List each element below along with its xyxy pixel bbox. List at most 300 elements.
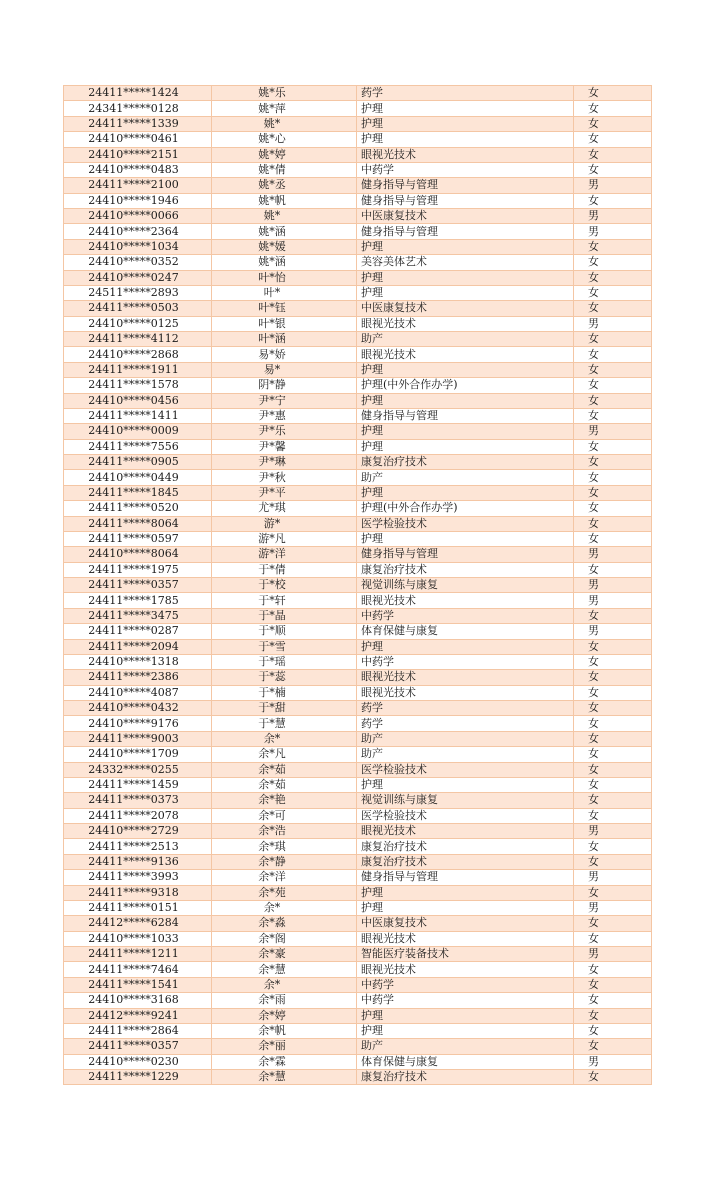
gender-cell: 女 (574, 147, 652, 162)
student-name-cell: 于*晶 (212, 608, 357, 623)
gender-cell: 女 (574, 731, 652, 746)
table-row (64, 962, 652, 977)
major-cell: 护理 (357, 777, 574, 792)
table-row (64, 793, 652, 808)
table-row (64, 839, 652, 854)
gender-cell: 女 (574, 716, 652, 731)
gender-cell: 男 (574, 547, 652, 562)
student-name-cell: 余*豪 (212, 947, 357, 962)
student-id-cell: 24411*****2513 (64, 839, 212, 854)
student-list-sheet (63, 85, 651, 1085)
gender-cell: 女 (574, 86, 652, 101)
table-row (64, 731, 652, 746)
student-id-cell: 24410*****0247 (64, 270, 212, 285)
gender-cell: 女 (574, 670, 652, 685)
student-id-cell: 24411*****1339 (64, 116, 212, 131)
major-cell: 助产 (357, 1039, 574, 1054)
gender-cell: 女 (574, 762, 652, 777)
student-name-cell: 余*可 (212, 808, 357, 823)
table-row (64, 947, 652, 962)
student-id-cell: 24411*****1785 (64, 593, 212, 608)
gender-cell: 女 (574, 255, 652, 270)
table-row (64, 547, 652, 562)
gender-cell: 女 (574, 239, 652, 254)
student-name-cell: 姚*帆 (212, 193, 357, 208)
table-row (64, 993, 652, 1008)
table-row (64, 424, 652, 439)
student-name-cell: 余*霖 (212, 1054, 357, 1069)
table-row (64, 193, 652, 208)
student-id-cell: 24411*****7556 (64, 439, 212, 454)
gender-cell: 女 (574, 1008, 652, 1023)
student-id-cell: 24410*****0456 (64, 393, 212, 408)
major-cell: 美容美体艺术 (357, 255, 574, 270)
table-row (64, 178, 652, 193)
major-cell: 中药学 (357, 654, 574, 669)
major-cell: 护理(中外合作办学) (357, 501, 574, 516)
student-name-cell: 于*顺 (212, 624, 357, 639)
table-row (64, 916, 652, 931)
student-id-cell: 24410*****0009 (64, 424, 212, 439)
gender-cell: 女 (574, 608, 652, 623)
gender-cell: 女 (574, 101, 652, 116)
major-cell: 康复治疗技术 (357, 854, 574, 869)
student-name-cell: 余* (212, 977, 357, 992)
major-cell: 助产 (357, 332, 574, 347)
table-row (64, 931, 652, 946)
table-row (64, 1023, 652, 1038)
table-row (64, 824, 652, 839)
table-row (64, 255, 652, 270)
student-id-cell: 24410*****1033 (64, 931, 212, 946)
table-row (64, 624, 652, 639)
gender-cell: 女 (574, 485, 652, 500)
student-name-cell: 余*帆 (212, 1023, 357, 1038)
table-row (64, 224, 652, 239)
student-name-cell: 叶* (212, 285, 357, 300)
table-row (64, 762, 652, 777)
student-name-cell: 易* (212, 362, 357, 377)
gender-cell: 女 (574, 301, 652, 316)
major-cell: 护理 (357, 531, 574, 546)
gender-cell: 男 (574, 578, 652, 593)
student-id-cell: 24411*****9003 (64, 731, 212, 746)
major-cell: 中药学 (357, 977, 574, 992)
gender-cell: 女 (574, 654, 652, 669)
student-name-cell: 余*艳 (212, 793, 357, 808)
student-id-cell: 24411*****4112 (64, 332, 212, 347)
gender-cell: 女 (574, 1023, 652, 1038)
student-table (63, 85, 652, 1085)
table-row (64, 86, 652, 101)
major-cell: 医学检验技术 (357, 516, 574, 531)
student-table-body (64, 86, 652, 1085)
major-cell: 中医康复技术 (357, 209, 574, 224)
gender-cell: 女 (574, 977, 652, 992)
major-cell: 眼视光技术 (357, 931, 574, 946)
student-name-cell: 尹*乐 (212, 424, 357, 439)
student-id-cell: 24411*****0597 (64, 531, 212, 546)
student-id-cell: 24411*****3475 (64, 608, 212, 623)
student-name-cell: 姚* (212, 209, 357, 224)
student-name-cell: 余*婷 (212, 1008, 357, 1023)
major-cell: 医学检验技术 (357, 762, 574, 777)
student-id-cell: 24411*****3993 (64, 870, 212, 885)
major-cell: 助产 (357, 470, 574, 485)
student-name-cell: 尹*秋 (212, 470, 357, 485)
student-name-cell: 余*凡 (212, 747, 357, 762)
table-row (64, 1008, 652, 1023)
gender-cell: 男 (574, 870, 652, 885)
student-name-cell: 余*茹 (212, 762, 357, 777)
table-row (64, 808, 652, 823)
student-name-cell: 余*丽 (212, 1039, 357, 1054)
gender-cell: 女 (574, 962, 652, 977)
gender-cell: 女 (574, 362, 652, 377)
table-row (64, 147, 652, 162)
student-id-cell: 24411*****0905 (64, 455, 212, 470)
major-cell: 视觉训练与康复 (357, 793, 574, 808)
student-name-cell: 尹*馨 (212, 439, 357, 454)
major-cell: 健身指导与管理 (357, 224, 574, 239)
table-row (64, 239, 652, 254)
table-row (64, 578, 652, 593)
student-name-cell: 于*慧 (212, 716, 357, 731)
student-id-cell: 24411*****7464 (64, 962, 212, 977)
major-cell: 中药学 (357, 608, 574, 623)
student-id-cell: 24511*****2893 (64, 285, 212, 300)
major-cell: 护理 (357, 1008, 574, 1023)
table-row (64, 593, 652, 608)
gender-cell: 女 (574, 854, 652, 869)
table-row (64, 270, 652, 285)
student-id-cell: 24411*****2094 (64, 639, 212, 654)
gender-cell: 女 (574, 993, 652, 1008)
student-id-cell: 24410*****8064 (64, 547, 212, 562)
student-id-cell: 24332*****0255 (64, 762, 212, 777)
student-id-cell: 24410*****0230 (64, 1054, 212, 1069)
student-id-cell: 24411*****1911 (64, 362, 212, 377)
major-cell: 眼视光技术 (357, 670, 574, 685)
student-name-cell: 易*娇 (212, 347, 357, 362)
major-cell: 护理 (357, 900, 574, 915)
gender-cell: 男 (574, 224, 652, 239)
student-name-cell: 叶*涵 (212, 332, 357, 347)
student-name-cell: 姚*涵 (212, 255, 357, 270)
gender-cell: 女 (574, 1039, 652, 1054)
gender-cell: 女 (574, 1070, 652, 1085)
table-row (64, 531, 652, 546)
gender-cell: 女 (574, 347, 652, 362)
table-row (64, 332, 652, 347)
gender-cell: 女 (574, 132, 652, 147)
student-id-cell: 24411*****2386 (64, 670, 212, 685)
student-name-cell: 姚*萍 (212, 101, 357, 116)
gender-cell: 女 (574, 378, 652, 393)
student-name-cell: 尹*琳 (212, 455, 357, 470)
student-name-cell: 于*甜 (212, 701, 357, 716)
major-cell: 康复治疗技术 (357, 1070, 574, 1085)
gender-cell: 男 (574, 593, 652, 608)
major-cell: 中医康复技术 (357, 301, 574, 316)
student-name-cell: 余*苑 (212, 885, 357, 900)
major-cell: 视觉训练与康复 (357, 578, 574, 593)
student-name-cell: 姚*媛 (212, 239, 357, 254)
major-cell: 眼视光技术 (357, 962, 574, 977)
table-row (64, 562, 652, 577)
student-id-cell: 24411*****0357 (64, 1039, 212, 1054)
student-name-cell: 姚*心 (212, 132, 357, 147)
student-name-cell: 余*慧 (212, 962, 357, 977)
student-name-cell: 姚*丞 (212, 178, 357, 193)
major-cell: 护理 (357, 362, 574, 377)
major-cell: 药学 (357, 701, 574, 716)
major-cell: 健身指导与管理 (357, 870, 574, 885)
major-cell: 眼视光技术 (357, 685, 574, 700)
student-id-cell: 24341*****0128 (64, 101, 212, 116)
student-id-cell: 24410*****2868 (64, 347, 212, 362)
table-row (64, 455, 652, 470)
table-row (64, 470, 652, 485)
table-row (64, 393, 652, 408)
gender-cell: 女 (574, 639, 652, 654)
major-cell: 健身指导与管理 (357, 408, 574, 423)
student-id-cell: 24412*****6284 (64, 916, 212, 931)
gender-cell: 女 (574, 470, 652, 485)
gender-cell: 女 (574, 270, 652, 285)
table-row (64, 132, 652, 147)
student-name-cell: 于*倩 (212, 562, 357, 577)
gender-cell: 女 (574, 916, 652, 931)
student-name-cell: 叶*钰 (212, 301, 357, 316)
major-cell: 眼视光技术 (357, 316, 574, 331)
student-name-cell: 尹*宁 (212, 393, 357, 408)
student-id-cell: 24411*****8064 (64, 516, 212, 531)
major-cell: 健身指导与管理 (357, 193, 574, 208)
gender-cell: 女 (574, 393, 652, 408)
major-cell: 护理 (357, 270, 574, 285)
gender-cell: 女 (574, 162, 652, 177)
student-id-cell: 24410*****1318 (64, 654, 212, 669)
gender-cell: 女 (574, 701, 652, 716)
student-id-cell: 24411*****0503 (64, 301, 212, 316)
table-row (64, 408, 652, 423)
student-id-cell: 24412*****9241 (64, 1008, 212, 1023)
student-name-cell: 余*阁 (212, 931, 357, 946)
student-name-cell: 余*琪 (212, 839, 357, 854)
gender-cell: 女 (574, 931, 652, 946)
major-cell: 护理 (357, 101, 574, 116)
student-id-cell: 24410*****0432 (64, 701, 212, 716)
student-id-cell: 24411*****1975 (64, 562, 212, 577)
gender-cell: 男 (574, 947, 652, 962)
major-cell: 智能医疗装备技术 (357, 947, 574, 962)
table-row (64, 977, 652, 992)
major-cell: 健身指导与管理 (357, 547, 574, 562)
student-name-cell: 游* (212, 516, 357, 531)
gender-cell: 女 (574, 501, 652, 516)
table-row (64, 101, 652, 116)
student-name-cell: 余* (212, 731, 357, 746)
student-id-cell: 24411*****1541 (64, 977, 212, 992)
major-cell: 眼视光技术 (357, 347, 574, 362)
table-row (64, 209, 652, 224)
student-id-cell: 24410*****0066 (64, 209, 212, 224)
gender-cell: 男 (574, 316, 652, 331)
gender-cell: 女 (574, 193, 652, 208)
gender-cell: 女 (574, 562, 652, 577)
student-id-cell: 24410*****3168 (64, 993, 212, 1008)
table-row (64, 670, 652, 685)
table-row (64, 301, 652, 316)
major-cell: 护理 (357, 639, 574, 654)
student-name-cell: 游*洋 (212, 547, 357, 562)
student-id-cell: 24410*****0352 (64, 255, 212, 270)
student-name-cell: 尤*琪 (212, 501, 357, 516)
student-name-cell: 于*雪 (212, 639, 357, 654)
student-id-cell: 24410*****4087 (64, 685, 212, 700)
gender-cell: 男 (574, 209, 652, 224)
table-row (64, 162, 652, 177)
student-name-cell: 姚*婷 (212, 147, 357, 162)
student-id-cell: 24411*****1229 (64, 1070, 212, 1085)
student-name-cell: 于*楠 (212, 685, 357, 700)
major-cell: 康复治疗技术 (357, 839, 574, 854)
student-id-cell: 24411*****2100 (64, 178, 212, 193)
student-name-cell: 余*雨 (212, 993, 357, 1008)
gender-cell: 男 (574, 1054, 652, 1069)
table-row (64, 608, 652, 623)
student-id-cell: 24410*****0449 (64, 470, 212, 485)
major-cell: 护理 (357, 116, 574, 131)
gender-cell: 女 (574, 116, 652, 131)
major-cell: 护理 (357, 393, 574, 408)
student-id-cell: 24411*****2078 (64, 808, 212, 823)
gender-cell: 女 (574, 516, 652, 531)
student-id-cell: 24411*****1211 (64, 947, 212, 962)
gender-cell: 女 (574, 685, 652, 700)
student-name-cell: 叶*银 (212, 316, 357, 331)
gender-cell: 女 (574, 531, 652, 546)
table-row (64, 701, 652, 716)
student-id-cell: 24410*****9176 (64, 716, 212, 731)
major-cell: 中药学 (357, 162, 574, 177)
student-id-cell: 24411*****1459 (64, 777, 212, 792)
major-cell: 护理 (357, 1023, 574, 1038)
major-cell: 中药学 (357, 993, 574, 1008)
major-cell: 健身指导与管理 (357, 178, 574, 193)
gender-cell: 男 (574, 624, 652, 639)
student-name-cell: 余*慧 (212, 1070, 357, 1085)
gender-cell: 女 (574, 839, 652, 854)
student-name-cell: 姚*倩 (212, 162, 357, 177)
gender-cell: 女 (574, 885, 652, 900)
table-row (64, 501, 652, 516)
major-cell: 康复治疗技术 (357, 455, 574, 470)
student-name-cell: 姚*涵 (212, 224, 357, 239)
student-id-cell: 24411*****1578 (64, 378, 212, 393)
table-row (64, 900, 652, 915)
student-id-cell: 24411*****1845 (64, 485, 212, 500)
major-cell: 护理 (357, 285, 574, 300)
student-id-cell: 24411*****1424 (64, 86, 212, 101)
table-row (64, 639, 652, 654)
student-id-cell: 24410*****0125 (64, 316, 212, 331)
student-id-cell: 24410*****0483 (64, 162, 212, 177)
student-name-cell: 余*静 (212, 854, 357, 869)
table-row (64, 1054, 652, 1069)
student-name-cell: 于*瑶 (212, 654, 357, 669)
table-row (64, 777, 652, 792)
table-row (64, 685, 652, 700)
student-id-cell: 24411*****0520 (64, 501, 212, 516)
gender-cell: 女 (574, 439, 652, 454)
gender-cell: 男 (574, 900, 652, 915)
major-cell: 护理 (357, 439, 574, 454)
gender-cell: 女 (574, 808, 652, 823)
table-row (64, 716, 652, 731)
table-row (64, 870, 652, 885)
student-name-cell: 游*凡 (212, 531, 357, 546)
gender-cell: 女 (574, 285, 652, 300)
table-row (64, 485, 652, 500)
student-id-cell: 24411*****2864 (64, 1023, 212, 1038)
table-row (64, 362, 652, 377)
major-cell: 眼视光技术 (357, 147, 574, 162)
student-id-cell: 24410*****0461 (64, 132, 212, 147)
major-cell: 药学 (357, 716, 574, 731)
student-id-cell: 24411*****0151 (64, 900, 212, 915)
student-id-cell: 24410*****1034 (64, 239, 212, 254)
major-cell: 助产 (357, 731, 574, 746)
table-row (64, 885, 652, 900)
major-cell: 体育保健与康复 (357, 624, 574, 639)
major-cell: 护理 (357, 239, 574, 254)
table-row (64, 747, 652, 762)
table-row (64, 316, 652, 331)
student-id-cell: 24411*****9136 (64, 854, 212, 869)
major-cell: 康复治疗技术 (357, 562, 574, 577)
student-name-cell: 姚*乐 (212, 86, 357, 101)
major-cell: 护理 (357, 885, 574, 900)
major-cell: 助产 (357, 747, 574, 762)
student-name-cell: 余*茹 (212, 777, 357, 792)
gender-cell: 女 (574, 408, 652, 423)
student-id-cell: 24411*****0373 (64, 793, 212, 808)
student-name-cell: 尹*平 (212, 485, 357, 500)
table-row (64, 1039, 652, 1054)
gender-cell: 男 (574, 178, 652, 193)
table-row (64, 116, 652, 131)
student-id-cell: 24410*****1946 (64, 193, 212, 208)
major-cell: 护理(中外合作办学) (357, 378, 574, 393)
table-row (64, 654, 652, 669)
table-row (64, 285, 652, 300)
student-id-cell: 24411*****0287 (64, 624, 212, 639)
gender-cell: 女 (574, 332, 652, 347)
table-row (64, 347, 652, 362)
table-row (64, 439, 652, 454)
major-cell: 眼视光技术 (357, 824, 574, 839)
student-name-cell: 于*蕊 (212, 670, 357, 685)
major-cell: 护理 (357, 485, 574, 500)
major-cell: 眼视光技术 (357, 593, 574, 608)
student-name-cell: 叶*怡 (212, 270, 357, 285)
table-row (64, 854, 652, 869)
gender-cell: 男 (574, 824, 652, 839)
student-name-cell: 于*轩 (212, 593, 357, 608)
student-name-cell: 尹*惠 (212, 408, 357, 423)
